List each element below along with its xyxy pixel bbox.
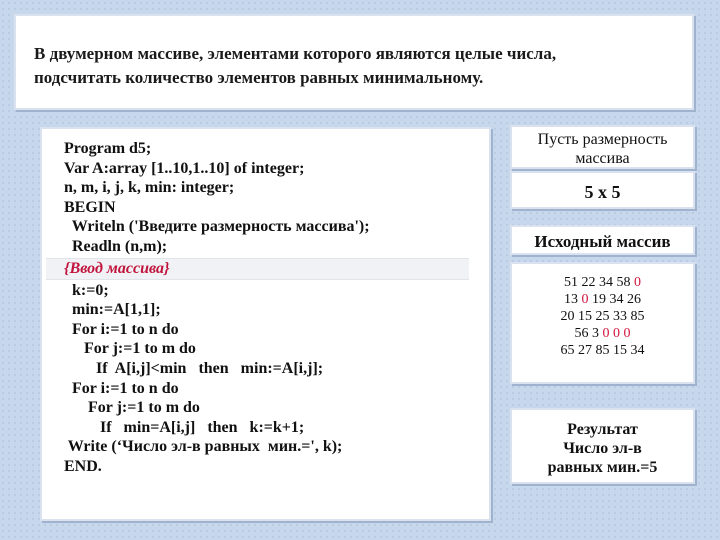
code-line: BEGIN [64,198,116,216]
code-line: If A[i,j]<min then min:=A[i,j]; [64,359,324,377]
code-line: For j:=1 to m do [64,340,196,358]
matrix-cell: 56 [574,326,589,341]
code-line: END. [64,457,102,475]
task-statement-box [14,14,694,110]
matrix-cell: 85 [630,309,645,324]
matrix-cell: 34 [599,275,613,290]
matrix-row [512,291,693,308]
task-line-1: В двумерном массиве, элементами которого являются целые числа, [34,44,557,63]
code-line: For j:=1 to m do [64,399,200,417]
code-line: Program d5; [64,140,152,157]
result-box [510,408,695,484]
input-array-comment: {Ввод массива} [64,259,170,277]
source-array-matrix [510,262,695,384]
matrix-cell: 25 [595,309,610,324]
task-line-2: подсчитать количество элементов равных минимальному. [34,68,484,87]
matrix-cell: 13 [564,292,578,307]
matrix-row [512,308,693,325]
matrix-row [512,274,693,291]
result-line-2: Число эл-в [563,440,642,457]
matrix-cell: 65 [560,343,575,358]
size-label-line-1: Пусть размерность [537,131,668,148]
matrix-cell: 0 [581,292,589,307]
result-title: Результат [567,421,638,438]
code-line: Write (‘Число эл-в равных мин.=', k); [64,438,343,456]
matrix-cell: 33 [613,309,627,324]
matrix-cell: 19 [592,292,606,307]
matrix-cell: 15 [578,309,592,324]
code-line: min:=A[1,1]; [64,301,161,319]
code-listing-box [40,127,491,521]
source-array-label: Исходный массив [510,225,695,255]
matrix-cell: 15 [613,343,627,358]
code-line: Readln (n,m); [64,237,168,255]
code-line: If min=A[i,j] then k:=k+1; [64,418,305,436]
matrix-row [512,342,693,359]
code-line: Writeln ('Введите размерность массива'); [64,218,370,236]
matrix-row [512,325,693,342]
size-label-line-2: массива [575,150,630,167]
matrix-cell: 58 [616,275,631,290]
matrix-cell: 22 [581,275,596,290]
matrix-cell: 3 [592,326,599,341]
matrix-cell: 85 [595,343,610,358]
matrix-cell: 20 [560,309,575,324]
code-line: n, m, i, j, k, min: integer; [64,179,235,197]
size-value-box: 5 х 5 [510,171,695,209]
matrix-cell: 0 [613,326,620,341]
matrix-cell: 51 [564,275,578,290]
matrix-cell: 34 [630,343,645,358]
matrix-cell: 0 [623,326,631,341]
matrix-cell: 27 [578,343,592,358]
code-line: k:=0; [64,281,109,299]
matrix-cell: 0 [602,326,610,341]
matrix-cell: 34 [609,292,624,307]
code-comment-line [46,258,469,280]
size-label-box [510,125,695,169]
code-line: Var A:array [1..10,1..10] of integer; [64,159,305,177]
matrix-cell: 26 [627,292,641,307]
result-line-3: равных мин.=5 [547,459,658,476]
matrix-cell: 0 [634,275,641,290]
code-line: For i:=1 to n do [64,379,179,397]
code-line: For i:=1 to n do [64,320,179,338]
